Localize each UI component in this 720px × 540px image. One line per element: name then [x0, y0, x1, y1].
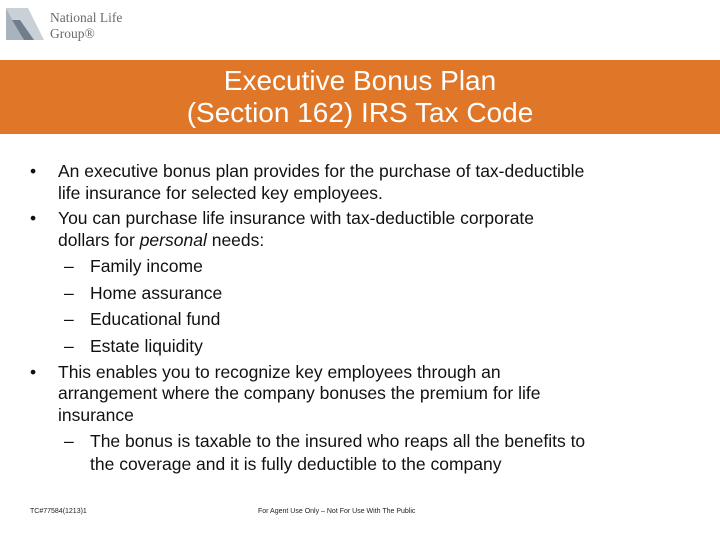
bullet-marker: •: [30, 208, 37, 228]
slide-title-line2: (Section 162) IRS Tax Code: [186, 97, 534, 128]
bullet-2-line-2-post: needs:: [206, 230, 265, 250]
sub-item: Home assurance: [90, 283, 223, 303]
logo-name-line1: National Life: [50, 10, 123, 25]
bullet-3-line-2: arrangement where the company bonuses the premium for life: [58, 383, 541, 403]
dash-marker: –: [64, 309, 74, 329]
sub-item-line-1: The bonus is taxable to the insured who reaps all the benefits to: [90, 431, 586, 451]
dash-marker: –: [64, 256, 74, 276]
slide-title-line1: Executive Bonus Plan: [223, 65, 497, 96]
sub-item: Educational fund: [90, 309, 221, 329]
bullet-1-line-1: An executive bonus plan provides for the purchase of tax-deductible: [58, 161, 585, 181]
bullet-2-line-2-pre: dollars for: [58, 230, 140, 250]
bullet-3-line-3: insurance: [58, 405, 134, 425]
sub-item-line-2: the coverage and it is fully deductible to the company: [90, 454, 502, 474]
sub-item: Estate liquidity: [90, 336, 203, 356]
dash-marker: –: [64, 336, 74, 356]
emphasis-personal: personal: [139, 230, 207, 250]
bullet-marker: •: [30, 161, 37, 181]
logo-name-line2: Group®: [50, 26, 95, 41]
bullet-1-line-2: life insurance for selected key employees.: [58, 183, 383, 203]
title-band: [0, 60, 720, 134]
footer-notice: For Agent Use Only – Not For Use With The Public: [258, 508, 416, 515]
footer-code: TC#77584(1213)1: [30, 508, 87, 515]
bullet-2-line-2: [58, 229, 264, 251]
bullet-2-line-1: You can purchase life insurance with tax-deductible corporate: [58, 208, 535, 228]
logo-mark-icon: [4, 4, 46, 44]
sub-item: Family income: [90, 256, 203, 276]
dash-marker: –: [64, 283, 74, 303]
bullet-marker: •: [30, 362, 37, 382]
dash-marker: –: [64, 431, 74, 451]
bullet-3-line-1: This enables you to recognize key employees through an: [58, 362, 501, 382]
company-logo: [4, 4, 144, 44]
